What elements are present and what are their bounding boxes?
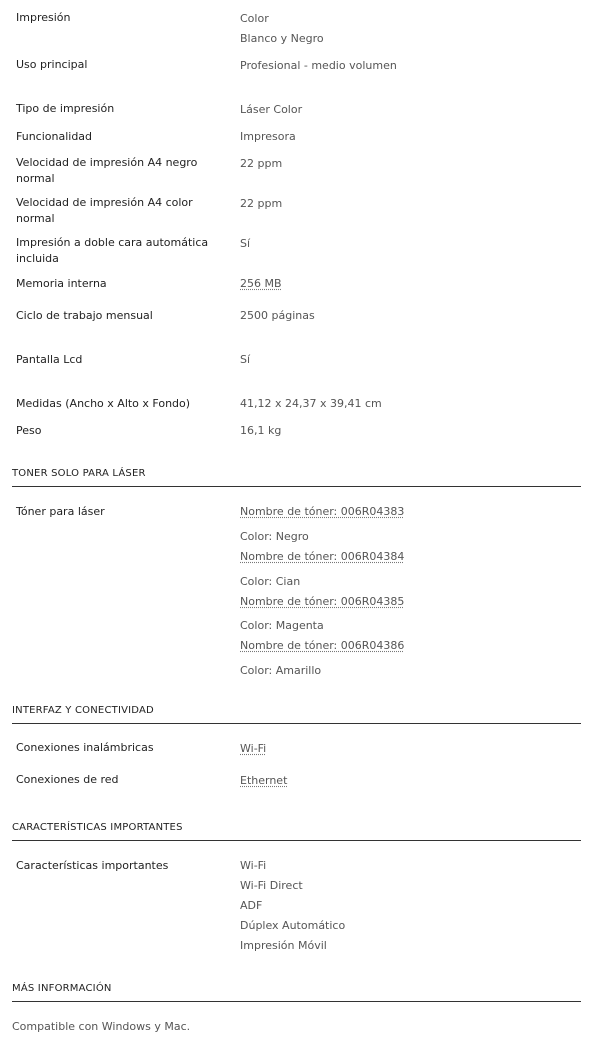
spec-label-inalambricas: Conexiones inalámbricas (16, 741, 154, 754)
toner-color: Color: Cian (240, 575, 301, 588)
wifi-tooltip-link[interactable]: Wi-Fi (240, 742, 267, 755)
spec-value-peso: 16,1 kg (240, 424, 282, 437)
spec-value-tipo-impresion: Láser Color (240, 103, 303, 116)
spec-value-memoria (240, 274, 580, 294)
spec-label-impresion: Impresión (16, 11, 71, 24)
feature-item: Wi-Fi Direct (240, 879, 303, 892)
spec-label-uso-principal: Uso principal (16, 58, 88, 71)
spec-label-medidas: Medidas (Ancho x Alto x Fondo) (16, 397, 191, 410)
feature-item: Dúplex Automático (240, 919, 346, 932)
section-heading-caracteristicas: CARACTERÍSTICAS IMPORTANTES (12, 821, 581, 841)
spec-value-funcionalidad: Impresora (240, 130, 296, 143)
spec-value-velocidad-negro: 22 ppm (240, 157, 283, 170)
spec-label-pantalla: Pantalla Lcd (16, 353, 83, 366)
spec-value-impresion-color: Color (240, 12, 269, 25)
toner-list (240, 502, 580, 681)
toner-color: Color: Magenta (240, 619, 324, 632)
spec-value-uso-principal: Profesional - medio volumen (240, 59, 397, 72)
spec-label-memoria: Memoria interna (16, 277, 107, 290)
spec-label-caracteristicas: Características importantes (16, 859, 169, 872)
mas-info-text: Compatible con Windows y Mac. (12, 1020, 191, 1033)
memoria-tooltip-link[interactable]: 256 MB (240, 277, 282, 290)
spec-value-medidas: 41,12 x 24,37 x 39,41 cm (240, 397, 382, 410)
spec-label-red: Conexiones de red (16, 773, 119, 786)
feature-item: ADF (240, 899, 263, 912)
spec-label-doble-cara: Impresión a doble cara automática incluida (16, 236, 209, 265)
spec-value-impresion (240, 9, 580, 49)
toner-name-link[interactable]: Nombre de tóner: 006R04386 (240, 639, 405, 652)
section-heading-toner: TONER SOLO PARA LÁSER (12, 467, 581, 487)
spec-label-velocidad-color: Velocidad de impresión A4 color normal (16, 196, 193, 225)
toner-color: Color: Negro (240, 530, 309, 543)
section-heading-mas-info: MÁS INFORMACIÓN (12, 982, 581, 1002)
spec-value-inalambricas (240, 739, 580, 759)
feature-item: Wi-Fi (240, 859, 267, 872)
feature-item: Impresión Móvil (240, 939, 327, 952)
section-heading-interfaz: INTERFAZ Y CONECTIVIDAD (12, 704, 581, 724)
spec-value-velocidad-color: 22 ppm (240, 197, 283, 210)
spec-value-ciclo: 2500 páginas (240, 309, 315, 322)
toner-color: Color: Amarillo (240, 664, 322, 677)
spec-value-caracteristicas (240, 856, 580, 956)
spec-value-red (240, 771, 580, 791)
spec-label-funcionalidad: Funcionalidad (16, 130, 93, 143)
spec-value-impresion-bn: Blanco y Negro (240, 32, 324, 45)
spec-label-velocidad-negro: Velocidad de impresión A4 negro normal (16, 156, 198, 185)
ethernet-tooltip-link[interactable]: Ethernet (240, 774, 288, 787)
toner-name-link[interactable]: Nombre de tóner: 006R04384 (240, 550, 405, 563)
spec-label-tipo-impresion: Tipo de impresión (16, 102, 115, 115)
toner-name-link[interactable]: Nombre de tóner: 006R04383 (240, 505, 405, 518)
spec-value-doble-cara: Sí (240, 237, 251, 250)
toner-name-link[interactable]: Nombre de tóner: 006R04385 (240, 595, 405, 608)
spec-label-ciclo: Ciclo de trabajo mensual (16, 309, 153, 322)
spec-value-pantalla: Sí (240, 353, 251, 366)
spec-label-peso: Peso (16, 424, 42, 437)
spec-label-toner: Tóner para láser (16, 505, 105, 518)
